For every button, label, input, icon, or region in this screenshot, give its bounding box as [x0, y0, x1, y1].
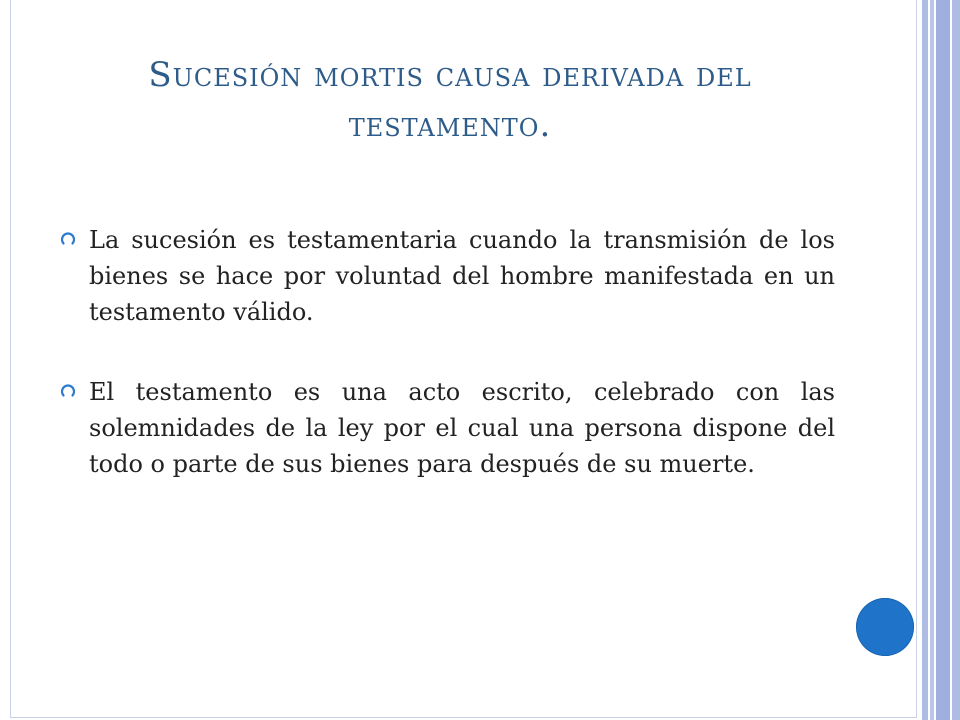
- bullet-text: El testamento es una acto escrito, celebrado con las solemnidades de la ley por el cual una persona dispone del todo o parte de sus bienes para después de su muerte.: [89, 378, 835, 478]
- bullet-item: [60, 222, 835, 330]
- decorative-side-stripes: [920, 0, 960, 720]
- bullet-list: [60, 222, 835, 482]
- bullet-arc-icon: [60, 230, 76, 246]
- bullet-item: [60, 374, 835, 482]
- bullet-text: La sucesión es testamentaria cuando la transmisión de los bienes se hace por voluntad del hombre manifestada en un testamento válido.: [89, 226, 835, 326]
- decorative-accent-circle: [856, 598, 914, 656]
- bullet-arc-icon: [60, 382, 76, 398]
- slide-title: Sucesión mortis causa derivada del testamento.: [148, 55, 752, 145]
